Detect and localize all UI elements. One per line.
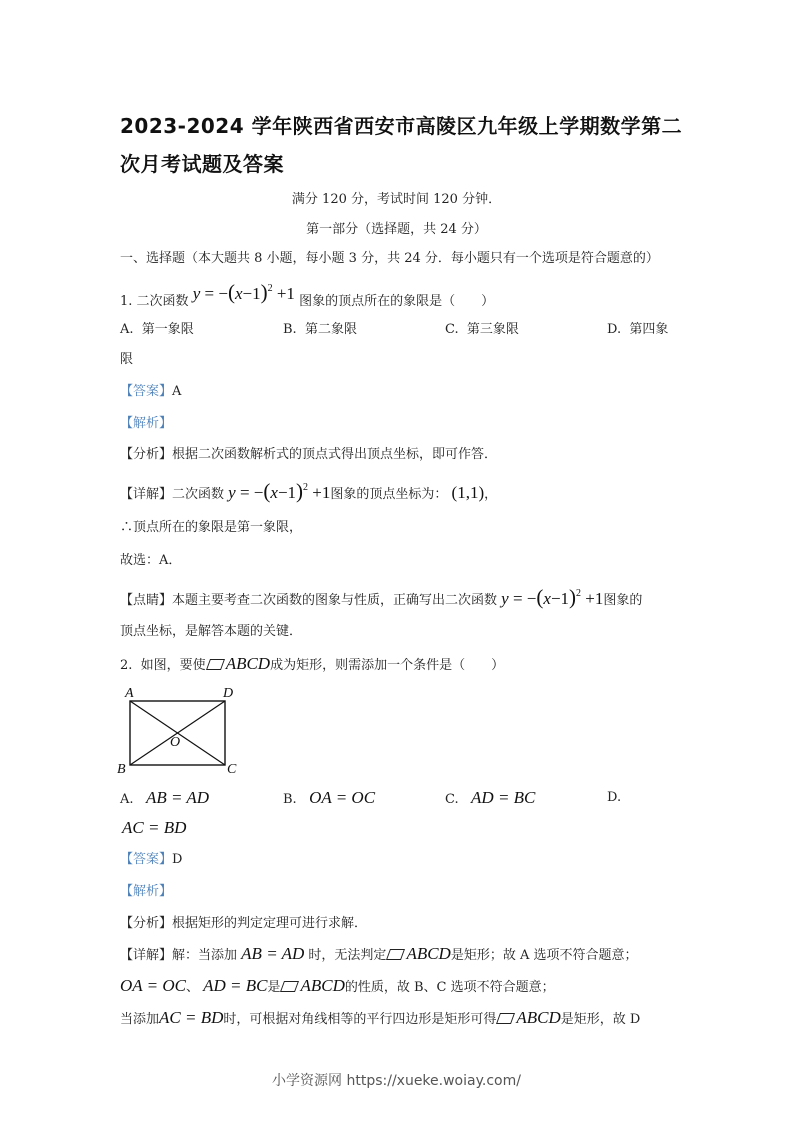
q2-answer: 【答案】D (120, 852, 183, 867)
q2-option-b: B. OA = OC (283, 788, 376, 807)
q1-xiangjie: 【详解】二次函数 $y = -(x-1)^2 +1$图象的顶点坐标为： (1,1)， (120, 479, 498, 503)
q2-xiangjie-line2: OA = OC、 AD = BC是 ABCD的性质，故 B、C 选项不符合题意； (120, 976, 555, 995)
section-heading: 一、选择题（本大题共 8 小题，每小题 3 分，共 24 分．每小题只有一个选项是符合题意的） (120, 251, 659, 266)
q2-option-a: A. AB = AD (120, 788, 210, 807)
question-number: 1. (120, 294, 133, 309)
stem-suffix: 图象的顶点所在的象限是（ ） (299, 294, 495, 309)
q2-fenxi: 【分析】根据矩形的判定定理可进行求解． (120, 916, 368, 931)
document-title-line1: 2023-2024 学年陕西省西安市高陵区九年级上学期数学第二 (120, 114, 683, 138)
vertex-coordinates: (1,1) (451, 483, 485, 502)
parallelogram-icon (496, 1013, 515, 1024)
q2-option-d-letter: D. (607, 790, 622, 805)
parallelogram-icon (280, 981, 299, 992)
q2-option-c: C. AD = BC (445, 788, 536, 807)
q2-analysis-tag: 【解析】 (120, 884, 173, 899)
exam-meta: 满分 120 分，考试时间 120 分钟． (291, 192, 502, 207)
q1-analysis-tag: 【解析】 (120, 416, 173, 431)
q1-option-d-wrap: 限 (120, 352, 134, 367)
q1-dianjing: 【点睛】本题主要考查二次函数的图象与性质，正确写出二次函数 $y = -(x-1)^2 +1$图象的 (120, 585, 643, 609)
q1-option-c: C. 第三象限 (445, 322, 519, 337)
formula: $y = -(x-1)^2 +1$ (501, 585, 604, 609)
q2-xiangjie-line1: 【详解】解：当添加 AB = AD 时，无法判定 ABCD是矩形；故 A 选项不符合题意； (120, 944, 638, 963)
footer-watermark: 小学资源网 https://xueke.woiay.com/ (272, 1073, 521, 1089)
q1-dianjing-line2: 顶点坐标，是解答本题的关键． (120, 624, 303, 639)
label-c: C (227, 762, 237, 775)
q1-option-b: B. 第二象限 (283, 322, 357, 337)
q1-fenxi: 【分析】根据二次函数解析式的顶点式得出顶点坐标，即可作答． (120, 447, 498, 462)
parallelogram-icon (206, 659, 225, 670)
stem-prefix: 二次函数 (136, 294, 189, 309)
q2-xiangjie-line3: 当添加AC = BD时，可根据对角线相等的平行四边形是矩形可得 ABCD是矩形，故 D (120, 1008, 641, 1027)
q2-option-d: AC = BD (122, 818, 187, 837)
parallelogram-icon (386, 949, 405, 960)
q1-option-d: D. 第四象 (607, 322, 669, 337)
rectangle-abcd-figure (115, 683, 245, 775)
document-title-line2: 次月考试题及答案 (120, 152, 284, 176)
q1-answer (120, 384, 181, 400)
label-d: D (223, 686, 234, 701)
formula: $y = -(x-1)^2 +1$ (228, 479, 331, 503)
question-2-stem: 2. 如图，要使 ABCD成为矩形，则需添加一个条件是（ ） (120, 654, 505, 673)
q1-choose: 故选：A． (120, 553, 182, 568)
label-b: B (117, 762, 126, 775)
formula: $y = -(x-1)^2 +1$ (192, 280, 295, 304)
q1-option-a: A. 第一象限 (120, 322, 194, 337)
part-heading: 第一部分（选择题，共 24 分） (306, 222, 487, 237)
q1-therefore: ∴顶点所在的象限是第一象限， (120, 520, 303, 535)
label-o: O (170, 735, 181, 750)
answer-tag: 【答案】 (120, 384, 173, 399)
question-1-stem (120, 280, 495, 310)
label-a: A (125, 686, 134, 701)
answer-value: A (172, 384, 182, 399)
